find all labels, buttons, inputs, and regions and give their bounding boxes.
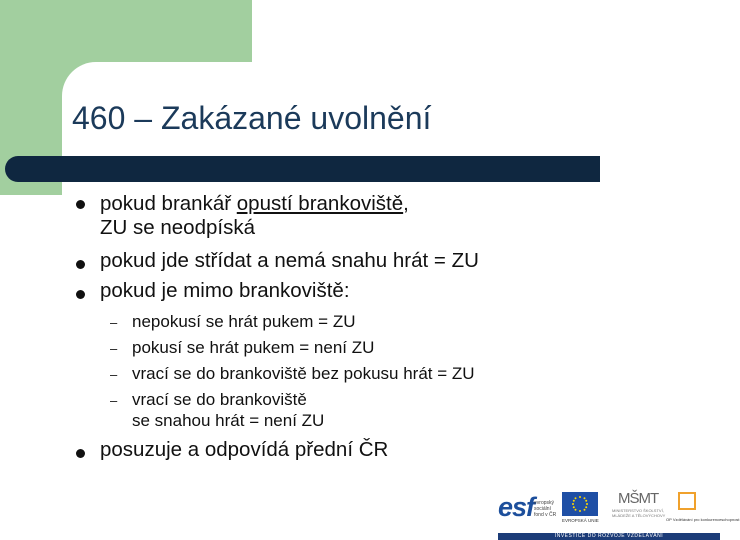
sub-bullet-item-2: pokusí se hrát pukem = není ZU: [132, 338, 375, 357]
invest-banner: INVESTICE DO ROZVOJE VZDĚLÁVÁNÍ: [498, 533, 720, 540]
footer-logos: [498, 488, 740, 540]
bullet-item-2: pokud jde střídat a nemá snahu hrát = ZU: [100, 249, 479, 272]
sub-bullet-item-1: nepokusí se hrát pukem = ZU: [132, 312, 356, 331]
bullet-item-4: posuzuje a odpovídá přední ČR: [100, 438, 389, 461]
esf-logo-text: evropský sociální fond v ČR: [534, 500, 557, 518]
bullet-item-3: pokud je mimo brankoviště:: [100, 279, 350, 302]
bullet-dot: [76, 449, 85, 458]
eu-logo-text: EVROPSKÁ UNIE: [562, 518, 599, 523]
bullet-1-underlined-text: opustí brankoviště: [236, 192, 404, 215]
sub-bullet-4-continuation: se snahou hrát = není ZU: [132, 411, 325, 430]
sub-bullet-dash: –: [110, 393, 118, 408]
bullet-1-text-start: pokud brankář: [100, 192, 237, 215]
sub-bullet-dash: –: [110, 341, 118, 356]
op-logo-icon: [678, 492, 696, 510]
sub-bullet-dash: –: [110, 315, 118, 330]
msmt-logo: MŠMT: [618, 490, 659, 507]
eu-flag-icon: [562, 492, 598, 516]
bullet-dot: [76, 200, 85, 209]
bullet-dot: [76, 290, 85, 299]
bullet-item-1: [100, 192, 409, 216]
esf-logo: esf: [498, 492, 535, 522]
op-logo-text: OP Vzdělávání pro konkurenceschopnost: [666, 517, 740, 522]
sub-bullet-item-4: vrací se do brankoviště: [132, 390, 307, 409]
slide-title: 460 – Zakázané uvolnění: [72, 100, 432, 136]
sub-bullet-item-3: vrací se do brankoviště bez pokusu hrát = ZU: [132, 364, 475, 383]
sub-bullet-dash: –: [110, 367, 118, 382]
bullet-dot: [76, 260, 85, 269]
bullet-1-text-end: ,: [403, 192, 409, 215]
msmt-logo-text: MINISTERSTVO ŠKOLSTVÍ, MLÁDEŽE A TĚLOVÝCHOVY: [612, 508, 666, 518]
bullet-1-continuation: ZU se neodpíská: [100, 216, 255, 239]
